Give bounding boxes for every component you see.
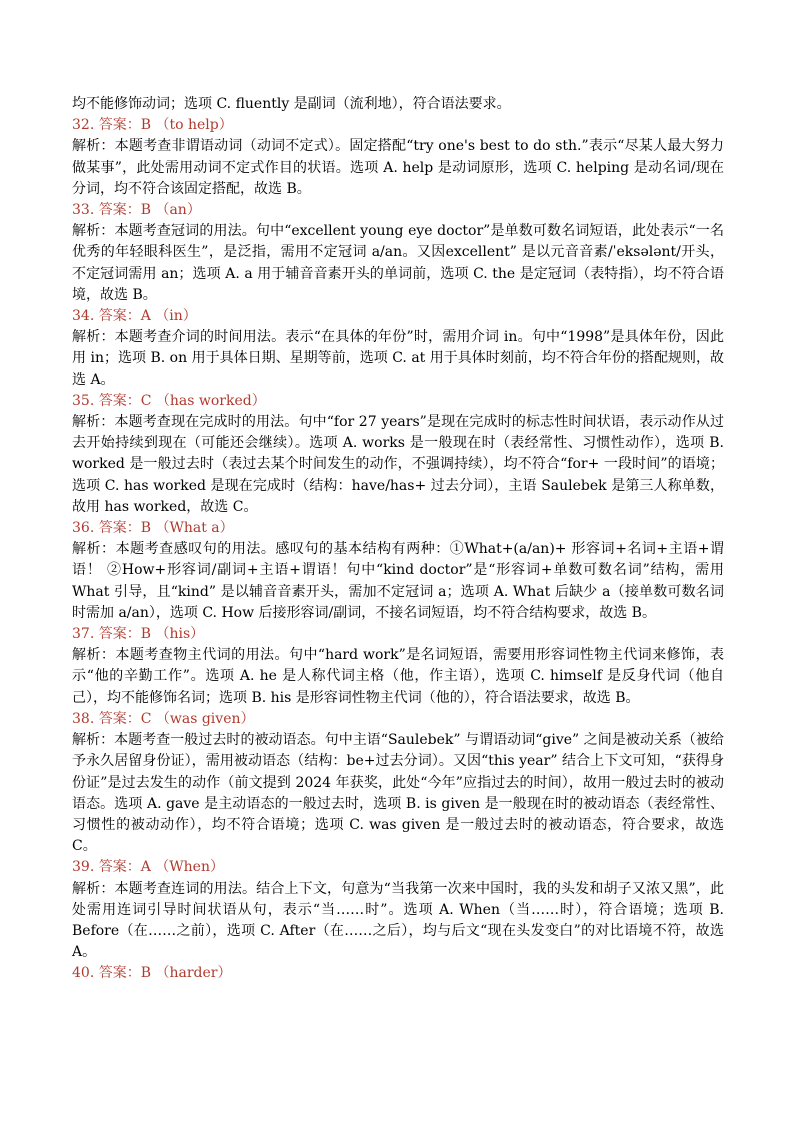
answer-line-32: 32. 答案：B （to help）: [72, 117, 233, 134]
answer-line-35: 35. 答案：C （has worked）: [72, 392, 266, 409]
analysis-32: 解析：本题考查非谓语动词（动词不定式）。固定搭配“try one's best to do sth.”表示“尽某人最大努力做某事”，此处需用动词不定式作目的状语。选项 A. help 是动词原形，选项 C. helping 是动名词/现在分词，均不符合该固定搭配，故选 B。: [72, 138, 724, 197]
answer-line-33: 33. 答案：B （an）: [72, 202, 201, 219]
analysis-39: 解析：本题考查连词的用法。结合上下文，句意为“当我第一次来中国时，我的头发和胡子又浓又黑”，此处需用连词引导时间状语从句，表示“当……时”。选项 A. When（当……时），符合语境；选项 B. Before（在……之前），选项 C. After（在……之后），均与后文“现在头发变白”的对比语境不符，故选 A。: [72, 880, 724, 961]
answer-line-36: 36. 答案：B （What a）: [72, 520, 234, 537]
intro-text: 均不能修饰动词；选项 C. fluently 是副词（流利地），符合语法要求。: [72, 96, 511, 112]
analysis-35: 解析：本题考查现在完成时的用法。句中“for 27 years”是现在完成时的标志性时间状语，表示动作从过去开始持续到现在（可能还会继续）。选项 A. works 是一般现在时（表经常性、习惯性动作），选项 B. worked 是一般过去时（表过去某个时间发生的动作，不强调持续），均不符合“for+ 一段时间”的语境；选项 C. has worked 是现在完成时（结构：have/has+ 过去分词），主语 Saulebek 是第三人称单数，故用 has worked，故选 C。: [72, 414, 724, 515]
analysis-33: 解析：本题考查冠词的用法。句中“excellent young eye doctor”是单数可数名词短语，此处表示“一名优秀的年轻眼科医生”，是泛指，需用不定冠词 a/an。又因excellent” 是以元音音素/ˈeksələnt/开头，不定冠词需用 an；选项 A. a 用于辅音音素开头的单词前，选项 C. the 是定冠词（表特指），均不符合语境，故选 B。: [72, 223, 724, 303]
answer-line-37: 37. 答案：B （his）: [72, 626, 205, 643]
analysis-37: 解析：本题考查物主代词的用法。句中“hard work”是名词短语，需要用形容词性物主代词来修饰，表示“他的辛勤工作”。选项 A. he 是人称代词主格（他，作主语），选项 C. himself 是反身代词（他自己），均不能修饰名词；选项 B. his 是形容词性物主代词（他的），符合语法要求，故选 B。: [72, 647, 724, 706]
analysis-34: 解析：本题考查介词的时间用法。表示“在具体的年份”时，需用介词 in。句中“1998”是具体年份，因此用 in；选项 B. on 用于具体日期、星期等前，选项 C. at 用于具体时刻前，均不符合年份的搭配规则，故选 A。: [72, 329, 724, 388]
answer-line-34: 34. 答案：A （in）: [72, 308, 197, 325]
answer-line-39: 39. 答案：A （When）: [72, 859, 224, 876]
analysis-38: 解析：本题考查一般过去时的被动语态。句中主语“Saulebek” 与谓语动词“give” 之间是被动关系（被给予永久居留身份证），需用被动语态（结构：be+过去分词）。又因“this year” 结合上下文可知，“获得身份证”是过去发生的动作（前文提到 2024 年获奖，此处“今年”应指过去的时间），故用一般过去时的被动语态。选项 A. gave 是主动语态的一般过去时，选项 B. is given 是一般现在时的被动语态（表经常性、习惯性的被动动作），均不符合语境；选项 C. was given 是一般过去时的被动语态，符合要求，故选 C。: [72, 732, 724, 855]
analysis-36: 解析：本题考查感叹句的用法。感叹句的基本结构有两种：①What+(a/an)+ 形容词+名词+主语+谓语！ ②How+形容词/副词+主语+谓语！句中“kind doctor”是“形容词+单数可数名词”结构，需用 What 引导，且“kind” 是以辅音音素开头，需加不定冠词 a；选项 A. What 后缺少 a（接单数可数名词时需加 a/an），选项 C. How 后接形容词/副词，不接名词短语，均不符合结构要求，故选 B。: [72, 541, 724, 621]
answer-line-40: 40. 答案：B （harder）: [72, 965, 232, 982]
answer-line-38: 38. 答案：C （was given）: [72, 710, 255, 727]
answer-explanations: [72, 94, 724, 985]
